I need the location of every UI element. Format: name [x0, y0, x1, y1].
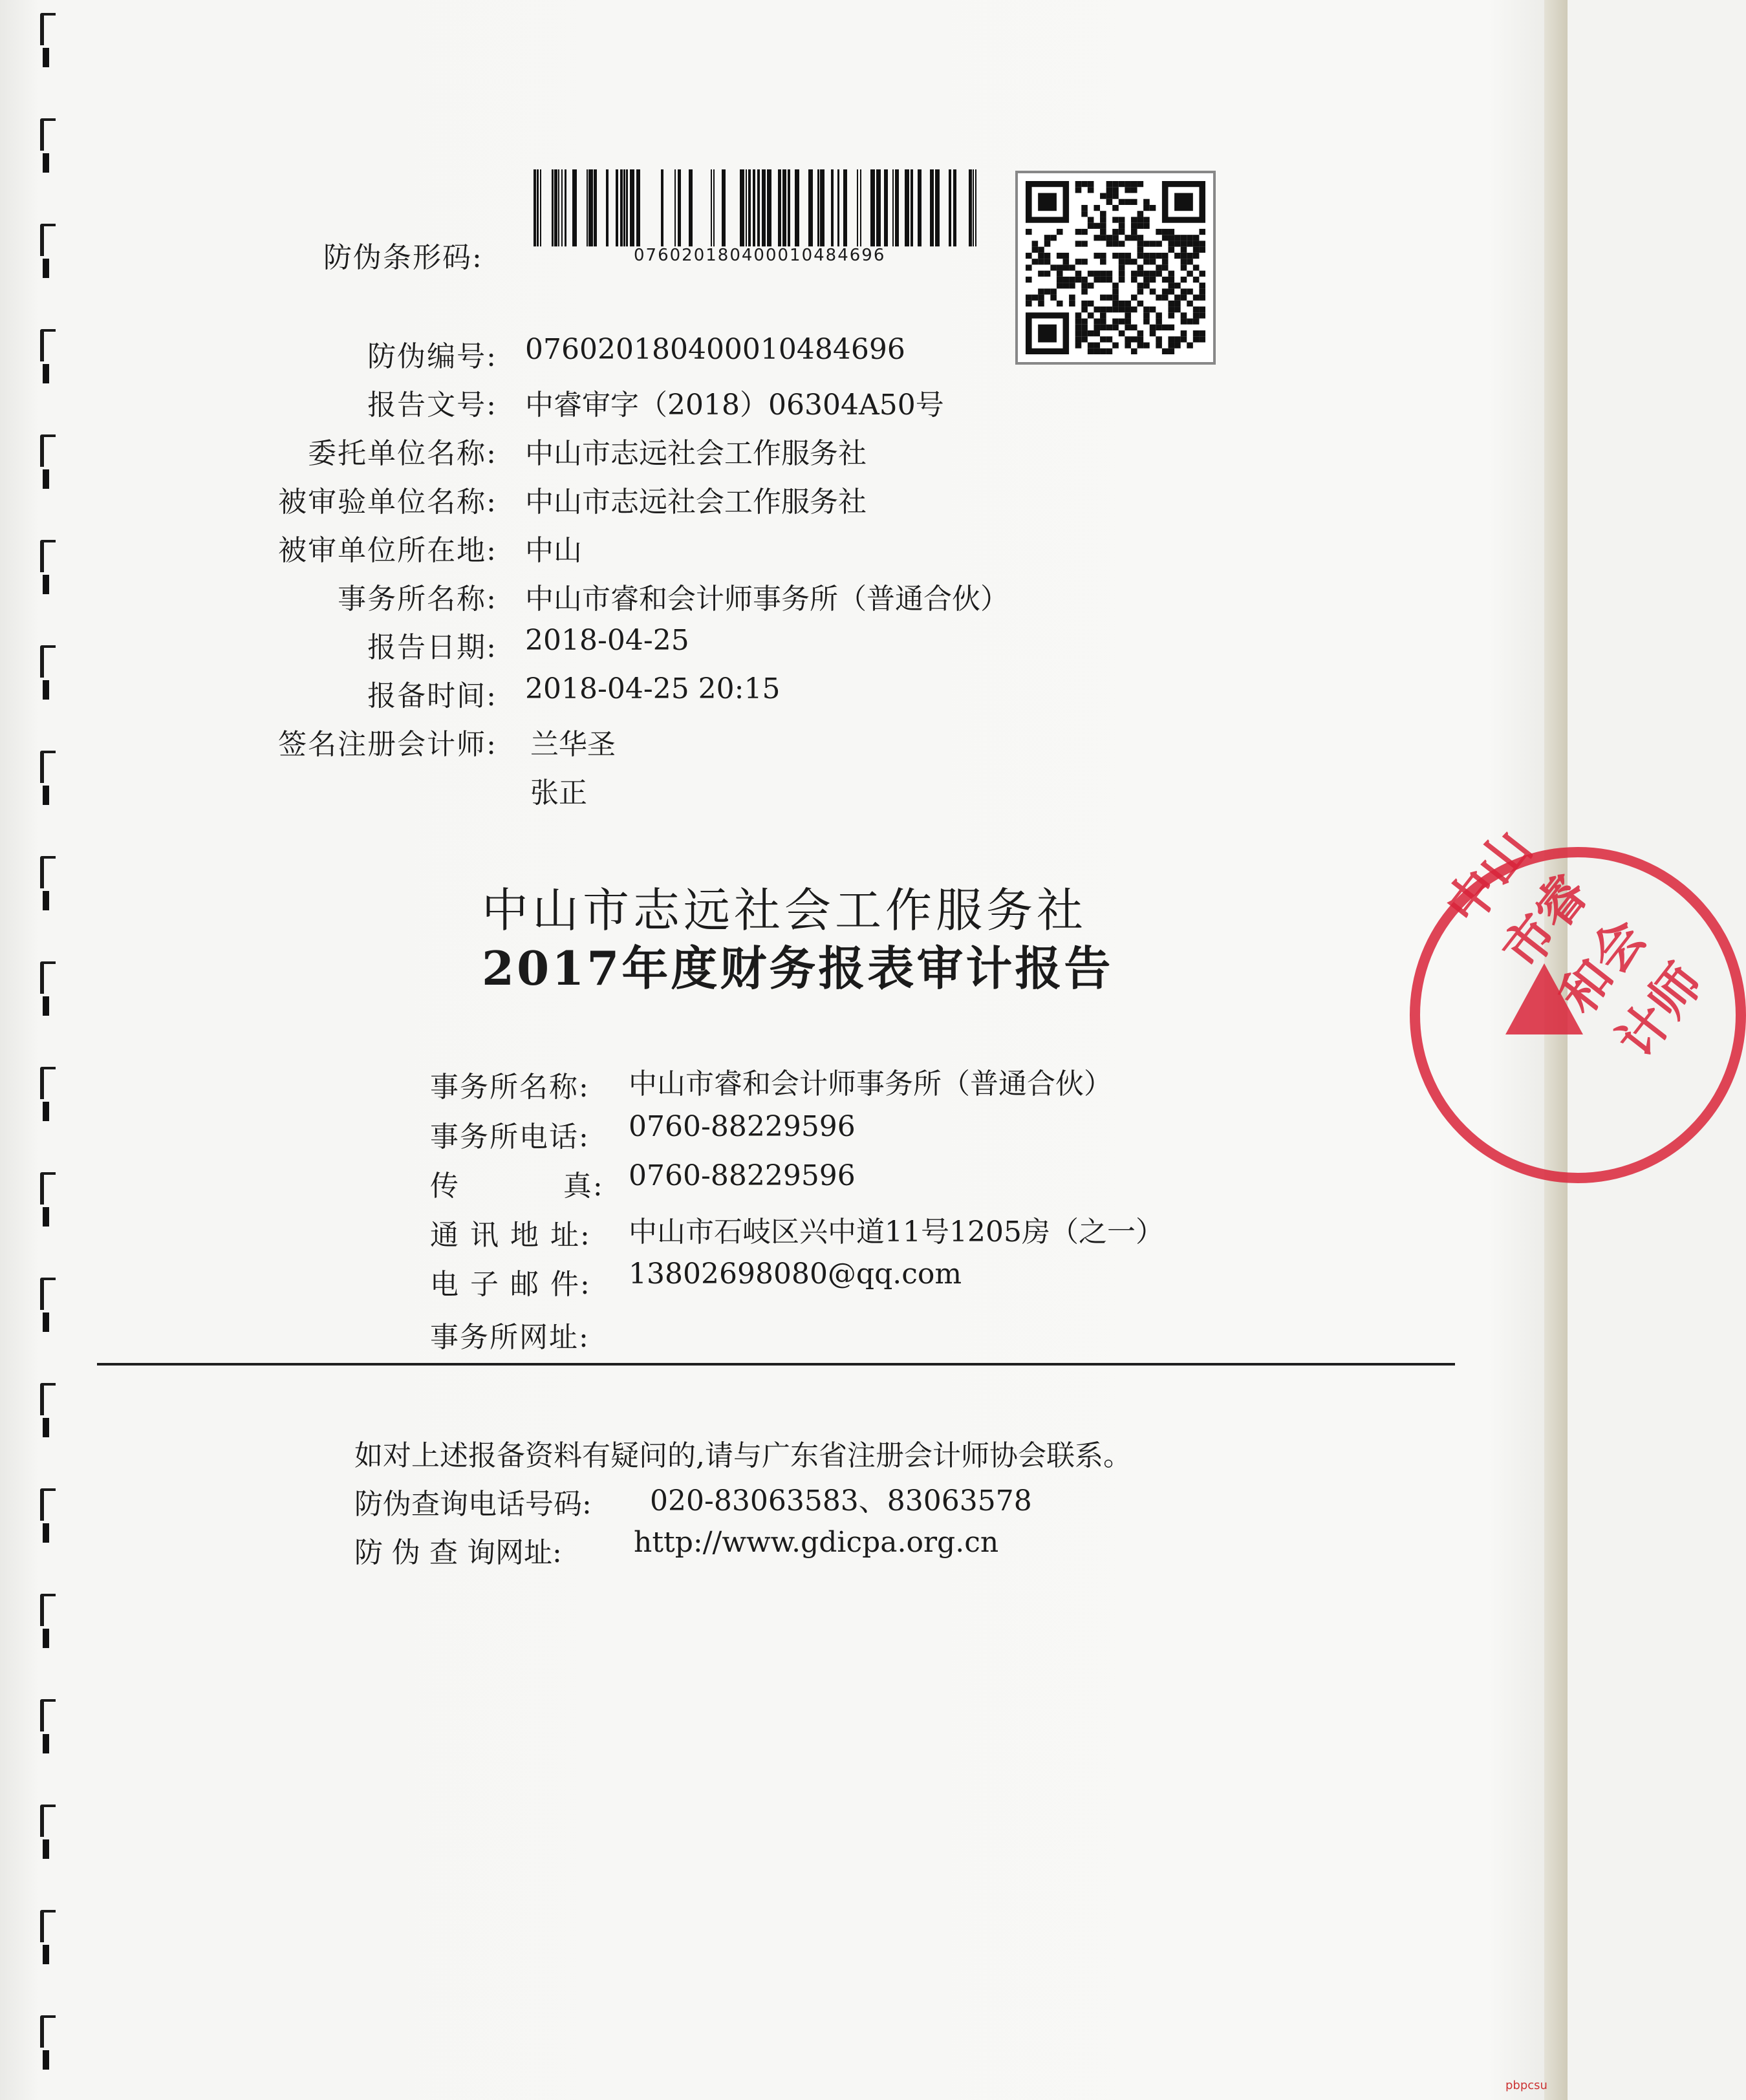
- field-label-anti-fake-code: 防伪编号:: [367, 340, 497, 373]
- firm-label-email: 电 子 邮 件:: [430, 1268, 591, 1301]
- binding-hole: [40, 1805, 56, 1837]
- binding-hole: [40, 224, 56, 256]
- firm-value-phone: 0760-88229596: [629, 1110, 856, 1143]
- field-label-audited-entity: 被审验单位名称:: [278, 486, 497, 519]
- binding-hole: [40, 856, 56, 888]
- firm-label-fax: 传 真:: [430, 1170, 604, 1203]
- field-label-location: 被审单位所在地:: [278, 534, 497, 567]
- footer-phone-value: 020-83063583、83063578: [650, 1484, 1032, 1517]
- field-label-report-number: 报告文号:: [367, 389, 497, 422]
- footer-url-value: http://www.gdicpa.org.cn: [634, 1526, 999, 1559]
- field-value-client: 中山市志远社会工作服务社: [525, 437, 867, 470]
- binding-hole: [40, 13, 56, 45]
- barcode-image: [534, 169, 986, 253]
- field-value-second-accountant: 张正: [530, 777, 587, 809]
- report-title-entity: 中山市志远社会工作服务社: [482, 883, 1088, 938]
- seal-text: 中山市睿和会计师: [1435, 820, 1714, 1069]
- field-value-report-number: 中睿审字（2018）06304A50号: [525, 389, 944, 422]
- field-label-firm-name: 事务所名称:: [338, 583, 497, 616]
- field-value-location: 中山: [525, 534, 582, 567]
- field-label-signing-accountant: 签名注册会计师:: [278, 728, 497, 761]
- binding-hole: [40, 434, 56, 467]
- binding-hole: [40, 118, 56, 151]
- firm-value-fax: 0760-88229596: [629, 1159, 856, 1192]
- firm-label-name: 事务所名称:: [430, 1071, 590, 1104]
- binding-holes: [34, 0, 59, 2100]
- firm-label-phone: 事务所电话:: [430, 1120, 590, 1153]
- firm-value-address: 中山市石岐区兴中道11号1205房（之一）: [629, 1216, 1164, 1248]
- binding-hole: [40, 1172, 56, 1205]
- binding-hole: [40, 1488, 56, 1521]
- binding-hole: [40, 1067, 56, 1099]
- firm-label-website: 事务所网址:: [430, 1321, 590, 1354]
- field-label-report-date: 报告日期:: [367, 631, 497, 664]
- binding-hole: [40, 961, 56, 994]
- field-value-report-date: 2018-04-25: [525, 624, 689, 657]
- divider-line: [97, 1363, 1455, 1366]
- field-value-firm-name: 中山市睿和会计师事务所（普通合伙）: [525, 583, 1009, 616]
- field-label-filing-time: 报备时间:: [367, 680, 497, 712]
- firm-value-name: 中山市睿和会计师事务所（普通合伙）: [629, 1067, 1112, 1100]
- field-value-signing-accountant: 兰华圣: [530, 728, 616, 761]
- firm-value-email: 13802698080@qq.com: [629, 1258, 962, 1291]
- field-label-client: 委托单位名称:: [308, 437, 497, 470]
- binding-hole: [40, 1594, 56, 1626]
- barcode-number: 076020180400010484696: [634, 246, 886, 265]
- firm-label-address: 通 讯 地 址:: [430, 1219, 591, 1252]
- binding-hole: [40, 329, 56, 361]
- barcode-label: 防伪条形码:: [323, 241, 483, 274]
- binding-hole: [40, 2015, 56, 2048]
- binding-hole: [40, 751, 56, 783]
- corner-watermark: pbpcsu: [1505, 2079, 1547, 2092]
- footer-note: 如对上述报备资料有疑问的,请与广东省注册会计师协会联系。: [354, 1439, 1132, 1472]
- field-value-anti-fake-code: 076020180400010484696: [525, 333, 905, 366]
- qr-code-image: [1015, 171, 1216, 365]
- footer-url-label: 防 伪 查 询网址:: [354, 1536, 562, 1569]
- field-value-filing-time: 2018-04-25 20:15: [525, 672, 781, 705]
- footer-phone-label: 防伪查询电话号码:: [354, 1488, 592, 1521]
- field-value-audited-entity: 中山市志远社会工作服务社: [525, 486, 867, 519]
- report-title-subject: 2017年度财务报表审计报告: [482, 941, 1114, 996]
- binding-hole: [40, 1910, 56, 1942]
- binding-hole: [40, 645, 56, 678]
- binding-hole: [40, 540, 56, 572]
- binding-hole: [40, 1383, 56, 1415]
- binding-hole: [40, 1699, 56, 1731]
- binding-hole: [40, 1278, 56, 1310]
